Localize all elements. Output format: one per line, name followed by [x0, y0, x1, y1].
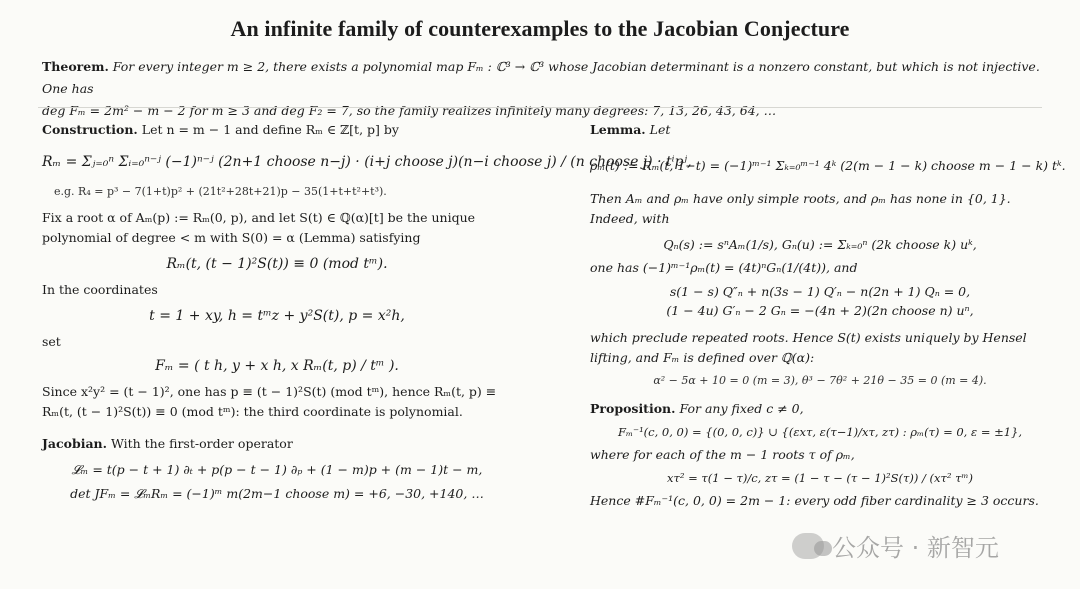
watermark — [792, 528, 999, 563]
equation-QG: Qₙ(s) := sⁿAₘ(1/s), Gₙ(u) := Σₖ₌₀ⁿ (2k choose k) uᵏ, — [663, 237, 977, 252]
equation-x-z: xτ² = τ(1 − τ)/c, zτ = (1 − τ − (τ − 1)²S(τ)) / (xτ² τᵐ) — [666, 471, 973, 485]
wechat-logo-icon — [792, 533, 824, 559]
equation-fiber: Fₘ⁻¹(c, 0, 0) = {(0, 0, c)} ∪ {(εxτ, ε(τ−1)/xτ, zτ) : ρₘ(τ) = 0, ε = ±1}, — [617, 425, 1023, 439]
jacobian-paragraph — [42, 434, 512, 454]
jacobian-text: With the first-order operator — [110, 436, 293, 451]
construction-text: Let n = m − 1 and define Rₘ ∈ ℤ[t, p] by — [141, 122, 399, 137]
since-paragraph: Since x²y² = (t − 1)², one has p ≡ (t − 1)²S(t) (mod tᵐ), hence Rₘ(t, p) ≡ Rₘ(t, (t − 1)²S(t)) ≡ 0 (mod tᵐ): the third coordinate is polynomial. — [42, 384, 497, 419]
equation-F: Fₘ = ( t h, y + x h, x Rₘ(t, p) / tᵐ ). — [155, 358, 399, 374]
proposition-text: For any fixed c ≠ 0, — [679, 401, 804, 416]
fix-root-paragraph: Fix a root α of Aₘ(p) := Rₘ(0, p), and let S(t) ∈ ℚ(α)[t] be the unique polynomial of degree < m with S(0) = α (Lemma) satisfying — [42, 210, 476, 245]
equation-alpha-theta: α² − 5α + 10 = 0 (m = 3), θ³ − 7θ² + 21θ − 35 = 0 (m = 4). — [653, 374, 987, 387]
example-R4: e.g. R₄ = p³ − 7(1+t)p² + (21t²+28t+21)p − 35(1+t+t²+t³). — [54, 185, 387, 198]
proposition-head: Proposition. — [590, 401, 676, 416]
then-paragraph: Then Aₘ and ρₘ have only simple roots, and ρₘ has none in {0, 1}. Indeed, with — [590, 191, 1011, 226]
theorem-block — [42, 56, 1042, 122]
theorem-head: Theorem. — [42, 59, 109, 74]
set-word: set — [42, 334, 61, 349]
construction-head: Construction. — [42, 122, 138, 137]
equation-ode-1: s(1 − s) Q″ₙ + n(3s − 1) Q′ₙ − n(2n + 1) Qₙ = 0, — [669, 284, 971, 299]
equation-det: det JFₘ = 𝓛ₘRₘ = (−1)ᵐ m(2m−1 choose m) = +6, −30, +140, … — [70, 486, 484, 501]
equation-coordinates: t = 1 + xy, h = tᵐz + y²S(t), p = x²h, — [149, 308, 405, 324]
equation-L: 𝓛ₘ = t(p − t + 1) ∂ₜ + p(p − t − 1) ∂ₚ + (1 − m)p + (m − 1)t − m, — [71, 462, 483, 477]
one-has-paragraph: one has (−1)ᵐ⁻¹ρₘ(t) = (4t)ⁿGₙ(1/(4t)), and — [590, 260, 858, 275]
section-divider — [38, 107, 1042, 108]
proposition-paragraph — [590, 399, 1050, 419]
equation-R: Rₘ = Σⱼ₌₀ⁿ Σᵢ₌₀ⁿ⁻ʲ (−1)ⁿ⁻ʲ (2n+1 choose n−j) · (i+j choose j)(n−i choose j) / (n choose j) · tⁱpʲ, — [42, 154, 692, 170]
theorem-line-1: For every integer m ≥ 2, there exists a polynomial map Fₘ : ℂ³ → ℂ³ whose Jacobian determinant is a nonzero constant, but which is not injective. One has — [42, 59, 1040, 96]
theorem-line-2: deg Fₘ = 2m² − m − 2 for m ≥ 3 and deg F₂ = 7, so the family realizes infinitely many degrees: 7, 13, 26, 43, 64, … — [42, 103, 777, 118]
lemma-head: Lemma. — [590, 122, 646, 137]
equation-rho: ρₘ(t) := Rₘ(t, 1−t) = (−1)ᵐ⁻¹ Σₖ₌₀ᵐ⁻¹ 4ᵏ (2(m − 1 − k) choose m − 1 − k) tᵏ. — [590, 158, 1066, 173]
jacobian-head: Jacobian. — [42, 436, 107, 451]
where-paragraph: where for each of the m − 1 roots τ of ρₘ, — [590, 447, 855, 462]
watermark-text: 公众号 · 新智元 — [832, 534, 999, 562]
hence-paragraph: Hence #Fₘ⁻¹(c, 0, 0) = 2m − 1: every odd fiber cardinality ≥ 3 occurs. — [590, 493, 1039, 508]
right-column — [590, 120, 1066, 511]
lemma-text: Let — [649, 122, 671, 137]
equation-ode-2: (1 − 4u) G′ₙ − 2 Gₙ = −(4n + 2)(2n choose n) uⁿ, — [666, 303, 974, 318]
paper-title: An infinite family of counterexamples to the Jacobian Conjecture — [230, 16, 850, 41]
lemma-paragraph — [590, 120, 1050, 140]
construction-paragraph — [42, 120, 512, 140]
equation-RS: Rₘ(t, (t − 1)²S(t)) ≡ 0 (mod tᵐ). — [166, 256, 388, 272]
preclude-paragraph: which preclude repeated roots. Hence S(t) exists uniquely by Hensel lifting, and Fₘ is defined over ℚ(α): — [590, 330, 1027, 365]
coordinates-intro: In the coordinates — [42, 282, 158, 297]
